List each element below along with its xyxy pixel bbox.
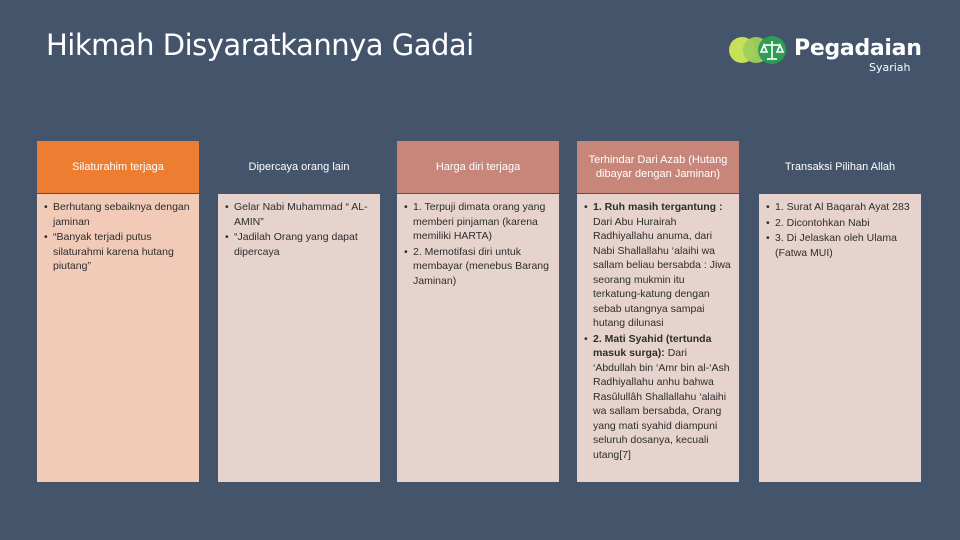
column-body: [759, 194, 921, 482]
logo-brand-text: Pegadaian: [794, 36, 922, 61]
list-item: • 3. Di Jelaskan oleh Ulama (Fatwa MUI): [765, 231, 915, 260]
column-transaksi: [759, 141, 921, 482]
column-body: [577, 194, 739, 482]
column-header: Harga diri terjaga: [397, 141, 559, 193]
column-silaturahim: [37, 141, 199, 482]
list-item: • 2. Mati Syahid (tertunda masuk surga): Dari ‘Abdullah bin ‘Amr bin al-‘Ash Radhiyallahu anhu bahwa Rasûlullâh Shallallahu ‘alaihi wa sallam bersabda, Orang yang mati syahid diampuni seluruh dosanya, kecuali utang[7]: [583, 332, 733, 463]
list-item: • “Jadilah Orang yang dapat dipercaya: [224, 230, 374, 259]
column-body: [218, 194, 380, 482]
logo-sub-text: Syariah: [869, 61, 911, 74]
list-item: • “Banyak terjadi putus silaturahmi karena hutang piutang”: [43, 230, 193, 274]
column-header: Dipercaya orang lain: [218, 141, 380, 193]
list-item: • 1. Surat Al Baqarah Ayat 283: [765, 200, 915, 215]
column-header: Silaturahim terjaga: [37, 141, 199, 193]
column-body: [37, 194, 199, 482]
list-item: • 2. Dicontohkan Nabi: [765, 216, 915, 231]
list-item: • 1. Terpuji dimata orang yang memberi pinjaman (karena memiliki HARTA): [403, 200, 553, 244]
list-item: • Berhutang sebaiknya dengan jaminan: [43, 200, 193, 229]
column-terhindar-azab: [577, 141, 739, 482]
column-body: [397, 194, 559, 482]
list-item: • Gelar Nabi Muhammad “ AL-AMIN”: [224, 200, 374, 229]
slide-title: Hikmah Disyaratkannya Gadai: [46, 28, 474, 62]
logo-mark-icon: [728, 34, 792, 68]
column-dipercaya: [218, 141, 380, 482]
column-header: Terhindar Dari Azab (Hutang dibayar dengan Jaminan): [577, 141, 739, 193]
column-header: Transaksi Pilihan Allah: [759, 141, 921, 193]
column-harga-diri: [397, 141, 559, 482]
list-item: • 2. Memotifasi diri untuk membayar (menebus Barang Jaminan): [403, 245, 553, 289]
pegadaian-logo: [728, 34, 922, 78]
list-item: • 1. Ruh masih tergantung : Dari Abu Hurairah Radhiyallahu anuma, dari Nabi Shallallahu ‘alaihi wa sallam beliau bersabda : Jiwa seorang mukmin itu terkatung-katung dengan sebab utangnya sampai hutang dilunasi: [583, 200, 733, 331]
